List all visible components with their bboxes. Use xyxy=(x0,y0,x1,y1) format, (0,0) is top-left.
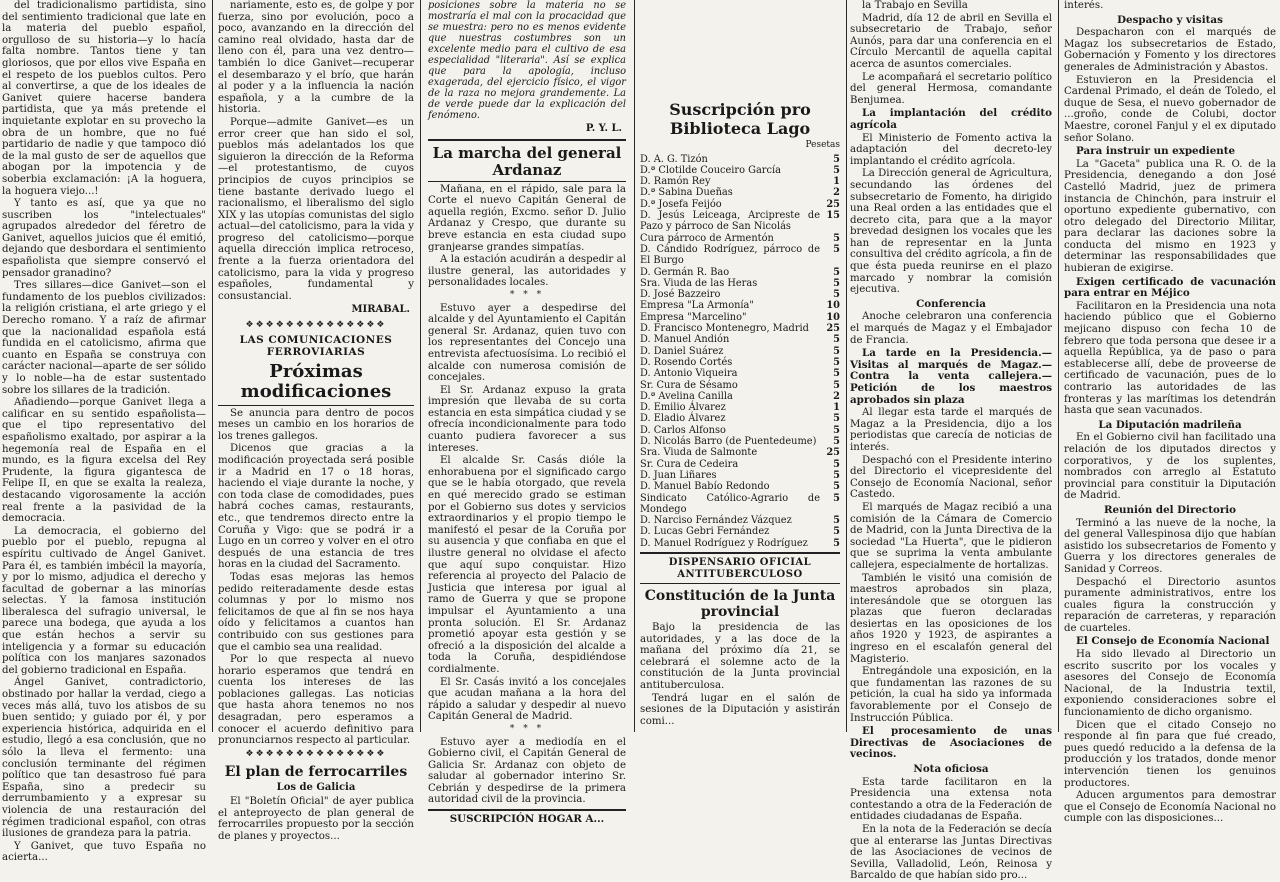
subscriber-name: Empresa "La Armonía" xyxy=(640,300,754,312)
subscriber-name: D. Antonio Viqueira xyxy=(640,368,738,380)
subscription-amount: 10 xyxy=(826,311,840,323)
article-paragraph: Entregándole una exposición, en la que fundamentan las razones de su petición, la cual ha sido ya informada favorablemente por el Consejo de Instrucción Pública. xyxy=(850,666,1052,724)
article-paragraph: Se anuncia para dentro de pocos meses un cambio en los horarios de los trenes gallegos. xyxy=(218,407,414,442)
divider xyxy=(640,583,840,584)
subscription-row xyxy=(640,402,840,413)
column-rule xyxy=(846,0,847,732)
subscription-amount: 15 xyxy=(826,210,840,222)
article-paragraph: Dicen que el citado Consejo no responde al fin para que fué creado, pues quedó reducido a la defensa de la producción y los tratados, donde menor intervención tienen los genuinos productores. xyxy=(1064,719,1276,789)
column-3 xyxy=(428,0,626,826)
article-paragraph: Mañana, en el rápido, sale para la Corte el nuevo Capitán General de aquella región, Excmo. señor D. Julio Ardanaz y Crespo, que durante su breve estancia en esta ciudad supo granjearse grandes simpatías. xyxy=(428,183,626,253)
subscription-amount: 5 xyxy=(833,436,840,448)
article-paragraph: Al llegar esta tarde el marqués de Magaz a la Presidencia, dijo a los periodistas que carecía de noticias de interés. xyxy=(850,407,1052,453)
article-paragraph: Añadiendo—porque Ganivet llega a calificar en su sentido españolista—que el tipo representativo del españolismo exaltado, por aspirar a la hegemonía real de España en el mundo, es la figura excelsa del Rey Prudente, la figura gigantesca de Felipe II, en que se exalta la realeza, destacando vigorosamente la acción real frente a la pasividad de la democracia. xyxy=(2,397,206,525)
subscriber-name: D. José Bazzeiro xyxy=(640,289,721,301)
subscription-amount: 5 xyxy=(833,153,840,165)
article-paragraph: Esta tarde facilitaron en la Presidencia una extensa nota contestando a otra de la Federación de entidades ciudadanas de España. xyxy=(850,776,1052,823)
headline-vacunacion: Exigen certificado de vacunación para entrar en Méjico xyxy=(1064,275,1276,300)
article-paragraph: Despacharon con el marqués de Magaz los subsecretarios de Estado, Gobernación y Fomento y los directores generales de Administración y Abastos. xyxy=(1064,27,1276,73)
article-paragraph: Despachó el Directorio asuntos puramente administrativos, entre los cuales figura la construcción y reparación de carreteras, y reparación de cuarteles. xyxy=(1064,576,1276,634)
subscriber-name: D.ª Sabina Dueñas xyxy=(640,187,733,199)
subscription-row xyxy=(640,267,840,278)
subscription-table xyxy=(640,154,840,549)
subscription-row xyxy=(640,210,840,233)
subscriber-name: D. Manuel Andión xyxy=(640,334,730,346)
article-paragraph: del tradicionalismo partidista, sino del sentimiento tradicional que late en la materia del pueblo español, orgulloso de su historia—y lo hacía falta nombre. Tantos tiene y tan gloriosos, que por ellos vive España en el respeto de los pueblos cultos. Pero al convertirse, a que de los ideales de Ganivet quiere hacerse bandera partidista, que ya más pretende el inquietante explotar en su provecho la obra de un hombre, que no fué partidario de nadie y que tampoco dió de la mal gusto de ser de aquellos que abogan por la impotencia y de soberbia exclamación: ¡A la hoguera, la hoguera viejo...! xyxy=(2,0,206,197)
subscription-row xyxy=(640,538,840,549)
subscription-amount: 5 xyxy=(833,232,840,244)
subscription-amount: 5 xyxy=(833,424,840,436)
subscription-amount: 5 xyxy=(833,492,840,504)
headline-suscripcion: Suscripción pro Biblioteca Lago xyxy=(669,100,811,138)
article-paragraph: la Trabajo en Sevilla xyxy=(862,0,968,11)
subscriber-name: D. Lucas Gebri Fernández xyxy=(640,526,770,538)
subscription-amount: 5 xyxy=(833,413,840,425)
subscriber-name: Empresa "Marcelino" xyxy=(640,311,747,323)
subscription-row xyxy=(640,289,840,300)
article-paragraph: Facilitaron en la Presidencia una nota haciendo público que el Gobierno mejicano dispuso con fecha 10 de febrero que toda persona que desee ir a aquella República, ya de paso o para establecerse allí, debe de proveerse de certificado de vacunación, pues de lo contrario las autoridades de las fronteras y las marítimas los detendrán hasta que sean vacunados. xyxy=(1064,300,1276,417)
subscriber-name: D. Jesús Leiceaga, Arcipreste de Pazo y párroco de San Nicolás xyxy=(640,210,820,233)
headline-constitucion: Constitución de la Junta provincial xyxy=(644,587,836,620)
subscription-row xyxy=(640,425,840,436)
subscription-amount: 5 xyxy=(833,277,840,289)
article-paragraph: Ángel Ganivet, contradictorio, obstinado por hallar la verdad, ciego a veces más allá, tuvo los atisbos de su buen sentido; y guiado por él, y por experiencia histórica, adquirida en el estudio, llegó a esa conclusión, que no sólo la lleva el fermento: una conclusión terminante del régimen político que tan desastroso fué para España, sino a predecir su derrumbamiento y a expresar su violencia de una restauración del régimen tradicional español, con otras ilusiones de grandeza para la patria. xyxy=(2,677,206,840)
article-paragraph: Porque—admite Ganivet—es un error creer que han sido el sol, pueblos más adelantados los que siguieron la dirección de la Reforma—el protestantismo, de cuyos principios de cuyos principios se tiene bastante derivado luego el racionalismo, el liberalismo del siglo XIX y las utopías comunistas del siglo actual—del catolicismo, para la vida y progreso del catolicismo—porque aquella dirección implica retroceso, frente a la fuerza orientadora del catolicismo, para la vida y progreso españoles, fundamental y consustancial. xyxy=(218,116,414,302)
subscriber-name: Sra. Viuda de las Heras xyxy=(640,277,758,289)
article-paragraph: Despachó con el Presidente interino del Directorio el vicepresidente del Consejo de Economía Nacional, señor Castedo. xyxy=(850,454,1052,501)
subscription-row xyxy=(640,323,840,334)
column-rule xyxy=(634,0,635,732)
subscriber-name: D. Nicolás Barro (de Puentedeume) xyxy=(640,436,817,448)
headline-tarde-presidencia: La tarde en la Presidencia.—Visitas al marqués de Magaz.—Contra la venta callejera.—Petición de los maestros aprobados sin plaza xyxy=(850,347,1052,406)
subscriber-name: D. Manuel Rodríguez y Rodríguez xyxy=(640,537,808,549)
subscription-amount: 5 xyxy=(833,469,840,481)
subscription-row xyxy=(640,154,840,165)
column-2 xyxy=(218,0,414,842)
subscription-row xyxy=(640,380,840,391)
subscriber-name: D. Emilio Álvarez xyxy=(640,402,726,414)
article-paragraph: Tres sillares—dice Ganivet—son el fundamento de los pueblos civilizados: la religión cristiana, el arte griego y el Derecho romano. Y a raíz de afirmar que la nacionalidad española está fundida en el catolicismo, afirma que cuanto en España se construya con carácter nacional—aparte de ser sólido y lo noble—ha de estar sustentado sobre los sillares de la tradición. xyxy=(2,280,206,396)
subscriber-name: D. Daniel Suárez xyxy=(640,345,724,357)
column-4 xyxy=(640,0,840,732)
subscription-row xyxy=(640,368,840,379)
headline-plan-ferrocarriles: El plan de ferrocarriles xyxy=(224,764,408,781)
headline-diputacion: La Diputación madrileña xyxy=(1098,418,1242,431)
subscription-row xyxy=(640,493,840,516)
article-paragraph: Estuvieron en la Presidencia el Cardenal Primado, el deán de Toledo, el duque de Sesa, el nuevo gobernador de ...groño, conde de Colubi, doctor Maestre, coronel Fanjul y el ex diputado señor Solano. xyxy=(1064,74,1276,144)
subscription-row xyxy=(640,481,840,492)
article-paragraph: El marqués de Magaz recibió a una comisión de la Cámara de Comercio de Madrid, con la Junta Directiva de la sociedad "La Huerta", que le pidieron que se suprima la venta ambulante callejera, especialmente de hortalizas. xyxy=(850,501,1052,571)
subscription-row xyxy=(640,312,840,323)
subscriber-name: D. Manuel Babío Redondo xyxy=(640,481,770,493)
headline-comunicaciones: LAS COMUNICACIONES FERROVIARIAS xyxy=(239,333,393,358)
subscription-row xyxy=(640,447,840,458)
subscription-row xyxy=(640,357,840,368)
column-rule xyxy=(212,0,213,732)
subscription-amount: 5 xyxy=(833,356,840,368)
subscriber-name: D.ª Clotilde Couceiro García xyxy=(640,164,781,176)
subscription-row xyxy=(640,515,840,526)
article-paragraph: Estuvo ayer a despedirse del alcalde y del Ayuntamiento el Capitán general Sr. Ardanaz, quien tuvo con los representantes del Concejo una entrevista afectuosísima. Lo recibió el alcalde con numerosa comisión de concejales. xyxy=(428,302,626,384)
article-paragraph: Dicenos que gracias a la modificación proyectada será posible ir a Madrid en 17 o 18 horas, haciendo el viaje durante la noche, y con toda clase de comodidades, pues habrá coches camas, restaurants, etc., que tendremos directo entre la Coruña y Vigo: que se podrá ir a Lugo en un correo y volver en el otro después de una estancia de tres horas en la ciudad del Sacramento. xyxy=(218,443,414,571)
column-6 xyxy=(1064,0,1276,825)
article-paragraph: Le acompañará el secretario político del general Hermosa, comandante Benjumea. xyxy=(850,71,1052,106)
separator-stars: * * * xyxy=(509,289,545,300)
article-paragraph: Ha sido llevado al Directorio un escrito suscrito por los vocales y asesores del Consejo de Economía Nacional, de la Industria textil, exponiendo consideraciones sobre el funcionamiento de dicho organismo. xyxy=(1064,649,1276,719)
article-paragraph: Y Ganivet, que tuvo España no acierta... xyxy=(2,840,206,864)
subscription-row xyxy=(640,436,840,447)
subhead-galicia: Los de Galicia xyxy=(276,782,356,794)
subscription-row xyxy=(640,459,840,470)
subscription-amount: 5 xyxy=(833,164,840,176)
divider xyxy=(428,139,626,141)
subscription-amount: 5 xyxy=(833,334,840,346)
divider xyxy=(428,181,626,182)
subscription-amount: 1 xyxy=(833,402,840,414)
subscription-row xyxy=(640,244,840,267)
article-paragraph: El Sr. Ardanaz expuso la grata impresión que llevaba de su corta estancia en esta simpática ciudad y se ofrecía incondicionalmente para todo cuanto pudiera favorecer a sus intereses. xyxy=(428,384,626,454)
subscriber-name: Sra. Viuda de Salmonte xyxy=(640,447,758,459)
subscription-amount: 5 xyxy=(833,526,840,538)
subscriber-name: D. Cándido Rodríguez, párroco de El Burgo xyxy=(640,243,820,267)
subscription-amount: 5 xyxy=(833,243,840,255)
subscription-amount: 5 xyxy=(833,289,840,301)
divider xyxy=(218,405,414,406)
article-paragraph: La Dirección general de Agricultura, secundando las órdenes del subsecretario de Fomento, ha dirigido una Real orden a las entidades que el decreto cita, para que a la mayor brevedad designen los vocales que les han de representar en la Junta consultiva del crédito agrícola, a fin de que ésta pueda reunirse en el plazo marcado y nombrar la comisión ejecutiva. xyxy=(850,168,1052,296)
subscriber-name: D. Francisco Montenegro, Madrid xyxy=(640,323,809,335)
headline-credito-agricola: La implantación del crédito agrícola xyxy=(850,107,1052,131)
headline-conferencia: Conferencia xyxy=(916,297,986,310)
article-paragraph: En el Gobierno civil han facilitado una relación de los diputados directos y corporativos, y de los suplentes, nombrados con arreglo al Estatuto provincial para constituir la Diputación de Madrid. xyxy=(1064,432,1276,502)
divider xyxy=(428,809,626,811)
subscription-row xyxy=(640,300,840,311)
subscriber-name: D. Narciso Fernández Vázquez xyxy=(640,515,792,527)
subscription-row xyxy=(640,470,840,481)
ornament-divider: ❖❖❖❖❖❖❖❖❖❖❖❖❖❖ xyxy=(245,748,387,759)
subscriber-name: D. Eladio Álvarez xyxy=(640,413,726,425)
signature-mirabal: MIRABAL. xyxy=(351,304,410,316)
article-paragraph: Aducen argumentos para demostrar que el Consejo de Economía Nacional no cumple con las disposiciones... xyxy=(1064,790,1276,825)
subscription-amount: 2 xyxy=(833,187,840,199)
headline-expediente: Para instruir un expediente xyxy=(1076,145,1236,158)
article-paragraph: También le visitó una comisión de maestros aprobados sin plaza, interesándole que se otorguen las plazas que fueron declaradas desiertas en las oposiciones de los años 1920 y 1923, de aspirantes a ingreso en el escalafón general del Magisterio. xyxy=(850,572,1052,665)
subscription-amount: 5 xyxy=(833,368,840,380)
headline-proximas: Próximas modificaciones xyxy=(240,360,392,402)
subscriber-name: D. Germán R. Bao xyxy=(640,266,730,278)
article-paragraph: El Sr. Casás invitó a los concejales que acudan mañana a la hora del rápido a saludar y despedir al nuevo Capitán General de Madrid. xyxy=(428,676,626,723)
subscription-amount: 5 xyxy=(833,345,840,357)
subscription-row xyxy=(640,334,840,345)
article-paragraph: En la nota de la Federación se decía que al enterarse las Juntas Directivas de las Asociaciones de vecinos de Sevilla, Valladolid, León, Reinosa y Barcaldo de que habían sido pro... xyxy=(850,823,1052,882)
article-paragraph: El alcalde Sr. Casás dióle la enhorabuena por el significado cargo que se le había otorgado, que revela en qué merecido grado se estiman por el Gobierno sus dotes y servicios extraordinarios y el propio tiempo le manifestó el pesar de la Coruña por su ausencia y que confiaba en que el ilustre general no olvidase el afecto que aquí supo conquistar. Hizo referencia al proyecto del Palacio de Justicia que interesa por igual al ramo de Guerra y que se propone impulsar el Ayuntamiento a una pronta solución. El Sr. Ardanaz prometió apoyar esta gestión y se ofreció a la disposición del alcalde a toda la Coruña, despidiéndose cordialmente. xyxy=(428,455,626,675)
subscriber-name: Cura párroco de Armentón xyxy=(640,232,774,244)
headline-marcha-ardanaz: La marcha del general Ardanaz xyxy=(432,143,622,179)
subscription-row xyxy=(640,187,840,198)
bottom-headline: SUSCRIPCIÓN HOGAR A... xyxy=(449,813,605,826)
article-paragraph: Y tanto es así, que ya que no suscriben los "intelectuales" agrupados alrededor del féretro de Ganivet, aquellos juicios que él emitió, dejando que desbordara el sentimiento españolista que siempre conservó el pensador granadino? xyxy=(2,198,206,279)
subscriber-name: D. Ramón Rey xyxy=(640,176,711,188)
column-1 xyxy=(2,0,206,864)
headline-procesamiento: El procesamiento de unas Directivas de Asociaciones de vecinos. xyxy=(850,725,1052,761)
article-paragraph: El "Boletín Oficial" de ayer publica el anteproyecto de plan general de ferrocarriles propuesto por la sección de planes y proyectos... xyxy=(218,796,414,842)
article-paragraph: Madrid, día 12 de abril en Sevilla el subsecretario de Trabajo, señor Aunós, para dar una conferencia en el Círculo Mercantil de aquella capital acerca de asuntos comerciales. xyxy=(850,12,1052,70)
column-5 xyxy=(850,0,1052,882)
headline-dispensario: DISPENSARIO OFICIAL ANTITUBERCULOSO xyxy=(668,556,812,580)
article-paragraph: La "Gaceta" publica una R. O. de la Presidencia, denegando a don José Castelló Madrid, juez de primera instancia de Chinchón, para instruir el oportuno expediente gubernativo, con otro delegado del Directorio Militar, para declarar las daciones sobre la conducta del mismo en 1923 y determinar las responsabilidades que hubieran de exigirse. xyxy=(1064,158,1276,275)
column-rule xyxy=(420,0,421,732)
headline-reunion-directorio: Reunión del Directorio xyxy=(1103,503,1237,516)
article-paragraph: Estuvo ayer a mediodía en el Gobierno civil, el Capitán General de Galicia Sr. Ardanaz con objeto de saludar al gobernador interino Sr. Cebrián y despedirse de la primera autoridad civil de la provincia. xyxy=(428,736,626,806)
article-paragraph: A la estación acudirán a despedir al ilustre general, las autoridades y personalidades locales. xyxy=(428,254,626,289)
article-paragraph: nariamente, esto es, de golpe y por fuerza, sino por evolución, poco a poco, avanzando en la dirección del camino real olvidado, hasta dar de lleno con él, para una vez dentro—también lo dice Ganivet—recuperar el desembarazo y el brío, que harán al poder y a la influencia la nación española, y a la cumbre de la historia. xyxy=(218,0,414,116)
subscription-amount: 25 xyxy=(826,198,840,210)
divider xyxy=(640,552,840,554)
subscription-amount: 5 xyxy=(833,515,840,527)
subscription-row xyxy=(640,199,840,210)
subscription-amount: 10 xyxy=(826,300,840,312)
subscription-amount: 25 xyxy=(826,323,840,335)
article-paragraph: Tendrá lugar en el salón de sesiones de la Diputación y asistirán comi... xyxy=(640,692,840,727)
subscriber-name: Sr. Cura de Cedeira xyxy=(640,458,739,470)
subscriber-name: D. A. G. Tizón xyxy=(640,153,708,165)
subscriber-name: Sr. Cura de Sésamo xyxy=(640,379,738,391)
subscription-row xyxy=(640,526,840,537)
intro-italic: posiciones sobre la materia no se mostraría el mal con la procacidad que se muestra: pero no es menos evidente que nuestras costumbres son un excelente medio para el cultivo de esa especialidad "literaria". Así se explica que para la apología, incluso exagerada, del ejercicio físico, el vigor de la raza no mejora grandemente. La de verde puede dar la explicación del fenómeno. xyxy=(428,0,626,121)
article-paragraph: La democracia, el gobierno del pueblo por el pueblo, repugna al espíritu cultivado de Ángel Ganivet. Para él, es también imbécil la mayoría, y por lo mismo, adjudica el derecho y facultad de gobernar a las minorías selectas. Y la famosa institución liberalesca del sufragio universal, le parece una bodega, que ayuda a los que están hechos a servir su inteligencia y a formar su educación política con los manjares sazonados del gobierno tradicional en España. xyxy=(2,525,206,676)
subscriber-name: Sindicato Católico-Agrario de Mondego xyxy=(640,492,820,515)
article-paragraph: El Ministerio de Fomento activa la adaptación del decreto-ley implantando el crédito agrícola. xyxy=(850,132,1052,167)
article-paragraph: Todas esas mejoras las hemos pedido reiteradamente desde estas columnas y por lo mismo nos felicitamos de que al fin se nos haya oído y felicitamos a cuantos han contribuido con sus gestiones para que el cambio sea una realidad. xyxy=(218,571,414,653)
subscription-amount: 5 xyxy=(833,458,840,470)
subscriber-name: D. Carlos Alfonso xyxy=(640,424,726,436)
subscriber-name: D. Rosendo Cortés xyxy=(640,356,733,368)
article-paragraph: Terminó a las nueve de la noche, la del general Vallespinosa dijo que habían asistido los subsecretarios de Fomento y Guerra y los directores generales de Sanidad y Correos. xyxy=(1064,517,1276,575)
subscriber-name: D. Juan Liñares xyxy=(640,469,717,481)
subscription-amount: 5 xyxy=(833,481,840,493)
subscription-row xyxy=(640,413,840,424)
headline-nota-oficiosa: Nota oficiosa xyxy=(913,763,989,775)
signature-pyl: P. Y. L. xyxy=(585,123,622,134)
subscription-amount: 5 xyxy=(833,266,840,278)
subscriber-name: D.ª Avelina Canilla xyxy=(640,390,733,402)
ornament-divider: ❖❖❖❖❖❖❖❖❖❖❖❖❖❖ xyxy=(245,320,387,331)
subscription-amount: 2 xyxy=(833,390,840,402)
headline-consejo-economia: El Consejo de Economía Nacional xyxy=(1076,635,1270,648)
article-paragraph: Por lo que respecta al nuevo horario esperamos que tendrá en cuenta los intereses de las poblaciones gallegas. Las noticias que hasta ahora tenemos no nos desagradan, pero esperamos a conocer el acuerdo definitivo para pronunciarnos respecto al particular. xyxy=(218,654,414,747)
subscription-row xyxy=(640,176,840,187)
subscriber-name: D.ª Josefa Feijóo xyxy=(640,198,722,210)
subscription-row xyxy=(640,346,840,357)
column-rule xyxy=(1058,0,1059,732)
text-fragment: interés. xyxy=(1064,0,1104,11)
subscription-row xyxy=(640,391,840,402)
subscription-amount: 25 xyxy=(826,447,840,459)
article-paragraph: Anoche celebraron una conferencia el marqués de Magaz y el Embajador de Francia. xyxy=(850,311,1052,346)
article-paragraph: Bajo la presidencia de las autoridades, y a las doce de la mañana del próximo día 21, se celebrará el solemne acto de la constitución de la Junta provincial antituberculosa. xyxy=(640,621,840,691)
subscription-row xyxy=(640,165,840,176)
pesetas-label: Pesetas xyxy=(805,140,840,150)
subscription-row xyxy=(640,233,840,244)
subscription-amount: 5 xyxy=(833,379,840,391)
subscription-amount: 5 xyxy=(833,537,840,549)
separator-stars: * * * xyxy=(509,723,545,734)
headline-despacho: Despacho y visitas xyxy=(1117,13,1223,26)
subscription-row xyxy=(640,278,840,289)
subscription-amount: 1 xyxy=(833,176,840,188)
